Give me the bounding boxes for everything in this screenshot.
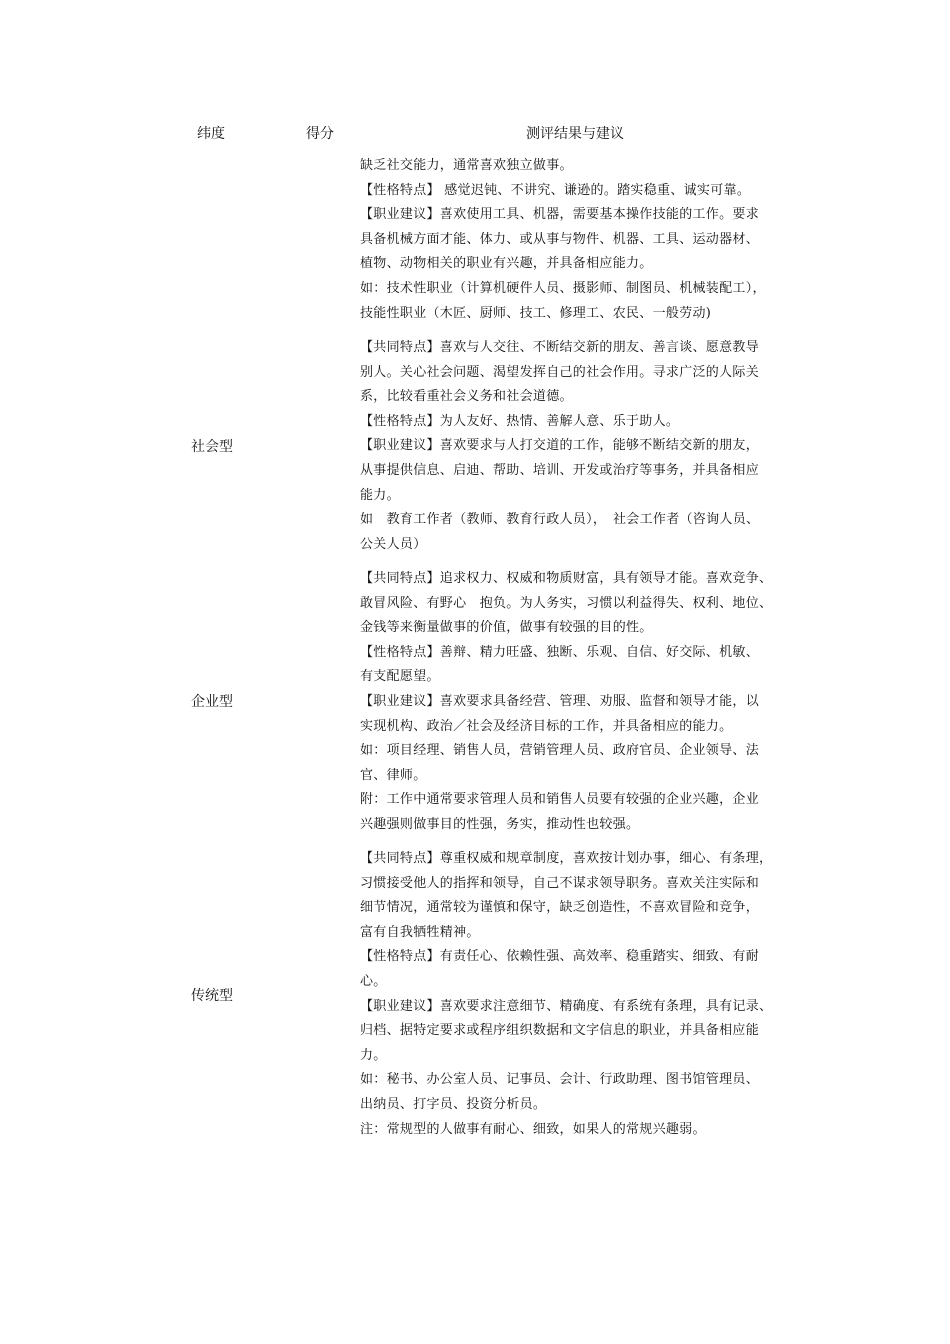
result-line: 【性格特点】 感觉迟钝、不讲究、谦逊的。踏实稳重、诚实可靠。 <box>360 182 751 198</box>
result-line: 有支配愿望。 <box>360 669 440 685</box>
result-line: 如：项目经理、销售人员，营销管理人员、政府官员、企业领导、法 <box>360 743 760 759</box>
column-header-score: 得分 <box>306 126 334 142</box>
result-line: 金钱等来衡量做事的价值，做事有较强的目的性。 <box>360 620 653 636</box>
column-header-result: 测评结果与建议 <box>526 126 624 142</box>
result-line: 【职业建议】喜欢要求具备经营、管理、劝服、监督和领导才能，以 <box>360 693 760 709</box>
result-line: 如：秘书、办公室人员、记事员、会计、行政助理、图书馆管理员、 <box>360 1072 760 1088</box>
result-line: 植物、动物相关的职业有兴趣，并具备相应能力。 <box>360 256 653 272</box>
result-line: 官、律师。 <box>360 767 427 783</box>
result-line: 缺乏社交能力，通常喜欢独立做事。 <box>360 158 573 173</box>
result-line: 敢冒风险、有野心 抱负。为人务实，习惯以利益得失、权利、地位、 <box>360 595 773 611</box>
result-line: 【共同特点】喜欢与人交往、不断结交新的朋友、善言谈、愿意教导 <box>360 340 760 355</box>
result-line: 细节情况，通常较为谨慎和保守，缺乏创造性，不喜欢冒险和竞争， <box>360 900 760 916</box>
result-line: 系，比较看重社会义务和社会道德。 <box>360 389 573 405</box>
result-line: 能力。 <box>360 487 400 503</box>
result-line: 如：技术性职业（计算机硬件人员、摄影师、制图员、机械装配工）， <box>360 280 766 296</box>
result-line: 【性格特点】善辩、精力旺盛、独断、乐观、自信、好交际、机敏、 <box>360 644 760 660</box>
result-line: 公关人员） <box>360 536 427 552</box>
result-block-social <box>360 336 800 557</box>
result-line: 【共同特点】尊重权威和规章制度，喜欢按计划办事，细心、有条理， <box>360 851 773 866</box>
result-line: 【性格特点】有责任心、依赖性强、高效率、稳重踏实、细致、有耐 <box>360 949 760 965</box>
result-line: 附：工作中通常要求管理人员和销售人员要有较强的企业兴趣，企业 <box>360 792 760 808</box>
result-line: 注：常规型的人做事有耐心、细致，如果人的常规兴趣弱。 <box>360 1121 706 1137</box>
result-line: 心。 <box>360 973 387 989</box>
result-block-conventional <box>360 847 800 1142</box>
result-line: 如 教育工作者（教师、教育行政人员）， 社会工作者（咨询人员、 <box>360 512 760 528</box>
result-line: 【职业建议】喜欢要求与人打交道的工作，能够不断结交新的朋友， <box>360 438 760 454</box>
result-line: 出纳员、打字员、投资分析员。 <box>360 1096 547 1112</box>
dimension-label-social: 社会型 <box>191 439 233 455</box>
result-line: 归档、据特定要求或程序组织数据和文字信息的职业，并具备相应能 <box>360 1023 760 1039</box>
result-line: 别人。关心社会问题、渴望发挥自己的社会作用。寻求广泛的人际关 <box>360 364 760 380</box>
result-line: 力。 <box>360 1047 387 1063</box>
result-line: 具备机械方面才能、体力、或从事与物件、机器、工具、运动器材、 <box>360 231 760 247</box>
result-line: 实现机构、政治／社会及经济目标的工作，并具备相应的能力。 <box>360 718 733 734</box>
result-line: 技能性职业（木匠、厨师、技工、修理工、农民、一般劳动) <box>360 305 712 321</box>
dimension-label-enterprising: 企业型 <box>191 694 233 710</box>
result-line: 习惯接受他人的指挥和领导，自己不谋求领导职务。喜欢关注实际和 <box>360 875 760 891</box>
result-line: 富有自我牺牲精神。 <box>360 924 480 940</box>
result-line: 兴趣强则做事目的性强，务实，推动性也较强。 <box>360 816 640 832</box>
result-block-realistic-continued <box>360 154 800 326</box>
column-header-dimension: 纬度 <box>197 126 225 142</box>
dimension-label-conventional: 传统型 <box>191 988 233 1004</box>
result-block-enterprising <box>360 567 800 838</box>
result-line: 【职业建议】喜欢使用工具、机器，需要基本操作技能的工作。要求 <box>360 207 760 223</box>
result-line: 【性格特点】为人友好、热情、善解人意、乐于助人。 <box>360 413 680 429</box>
result-line: 【职业建议】喜欢要求注意细节、精确度、有系统有条理，具有记录、 <box>360 998 773 1014</box>
result-line: 从事提供信息、启迪、帮助、培训、开发或治疗等事务，并具备相应 <box>360 462 760 478</box>
result-line: 【共同特点】追求权力、权威和物质财富，具有领导才能。喜欢竞争、 <box>360 571 773 586</box>
